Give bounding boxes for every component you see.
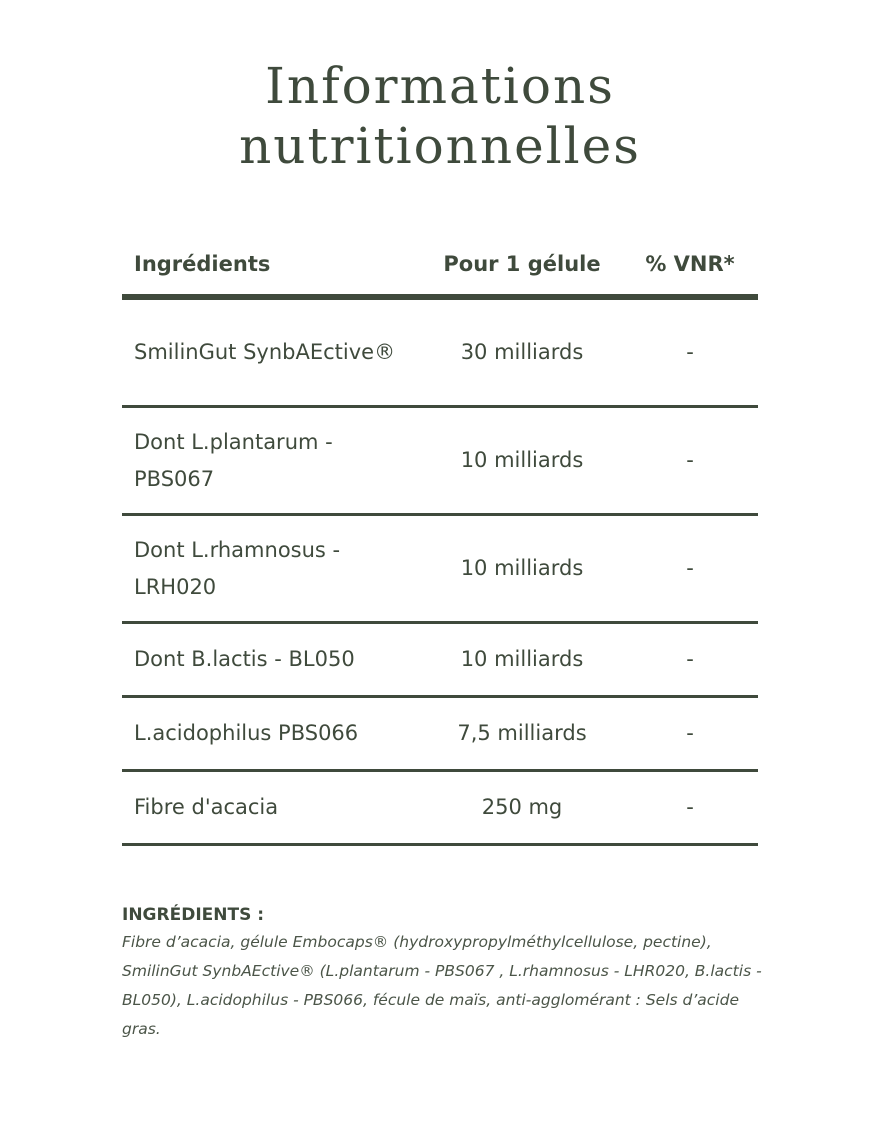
cell-vnr: - bbox=[686, 795, 694, 819]
table-row bbox=[122, 772, 758, 846]
header-amount: Pour 1 gélule bbox=[443, 252, 601, 276]
cell-amount: 30 milliards bbox=[460, 340, 584, 364]
cell-amount: 10 milliards bbox=[460, 556, 584, 580]
cell-vnr: - bbox=[686, 448, 694, 472]
cell-ingredient: Fibre d'acacia bbox=[134, 795, 279, 819]
page-title-line-2: nutritionnelles bbox=[239, 117, 641, 175]
cell-ingredient: Dont B.lactis - BL050 bbox=[134, 647, 355, 671]
table-row bbox=[122, 300, 758, 408]
cell-amount: 7,5 milliards bbox=[457, 721, 587, 745]
table-row bbox=[122, 408, 758, 516]
cell-vnr: - bbox=[686, 556, 694, 580]
nutrition-table bbox=[122, 234, 758, 846]
cell-vnr: - bbox=[686, 647, 694, 671]
ingredients-section bbox=[122, 902, 762, 1044]
table-row bbox=[122, 624, 758, 698]
cell-ingredient: L.acidophilus PBS066 bbox=[134, 721, 359, 745]
table-header bbox=[122, 234, 758, 300]
ingredients-text: Fibre d’acacia, gélule Embocaps® (hydroxypropylméthylcellulose, pectine), SmilinGut SynbAEctive® (L.plantarum - PBS067 , L.rhamnosus - LHR020, B.lactis - BL050), L.acidophilus - PBS066, fécule de maïs, anti-agglomérant : Sels d’acide gras. bbox=[122, 933, 762, 1038]
cell-vnr: - bbox=[686, 340, 694, 364]
page-title-line-1: Informations bbox=[265, 57, 615, 115]
table-row bbox=[122, 516, 758, 624]
header-vnr: % VNR* bbox=[645, 252, 735, 276]
cell-vnr: - bbox=[686, 721, 694, 745]
cell-amount: 250 mg bbox=[481, 795, 563, 819]
header-ingredient: Ingrédients bbox=[134, 252, 271, 276]
table-row bbox=[122, 698, 758, 772]
cell-ingredient: SmilinGut SynbAEctive® bbox=[134, 340, 396, 364]
cell-ingredient: Dont L.rhamnosus - LRH020 bbox=[134, 537, 341, 599]
cell-amount: 10 milliards bbox=[460, 448, 584, 472]
page-title bbox=[0, 56, 880, 176]
cell-ingredient: Dont L.plantarum - PBS067 bbox=[134, 429, 333, 491]
ingredients-heading: INGRÉDIENTS : bbox=[122, 905, 265, 925]
cell-amount: 10 milliards bbox=[460, 647, 584, 671]
